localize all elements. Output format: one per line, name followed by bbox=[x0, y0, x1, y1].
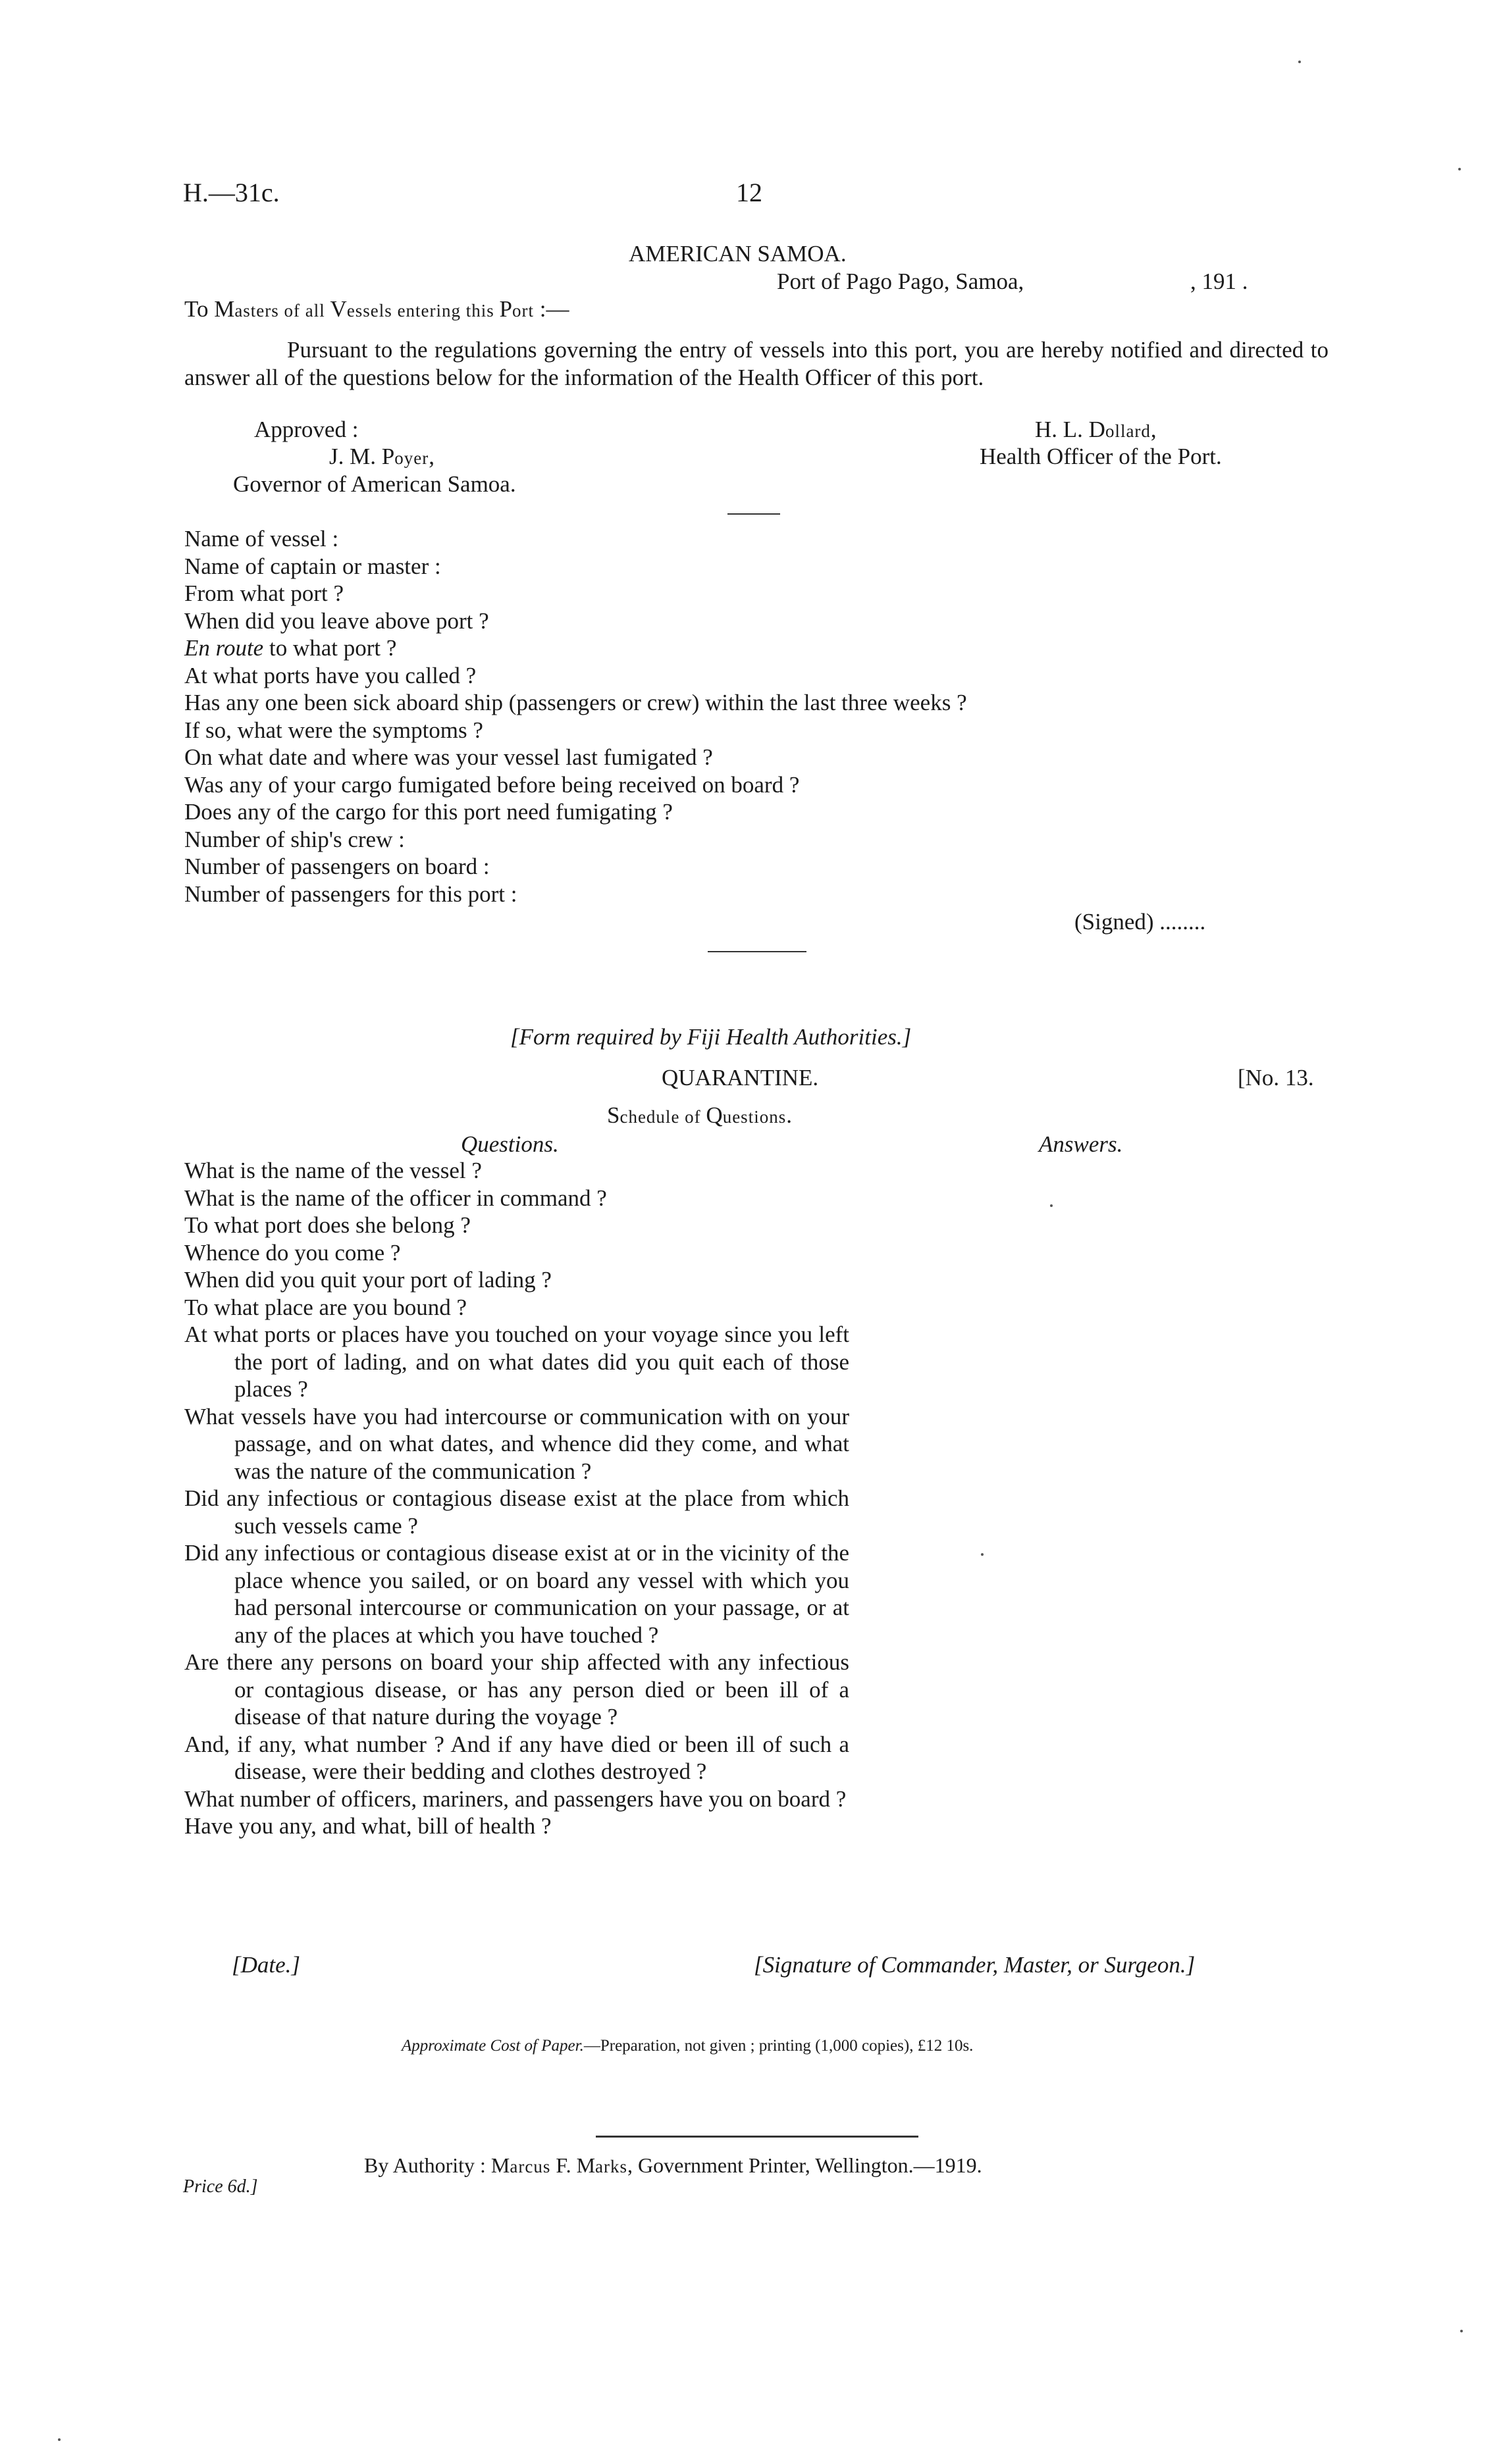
address-cap-v: V bbox=[330, 296, 347, 322]
schedule-chedule: chedule of bbox=[619, 1107, 706, 1127]
document-reference: H.—31c. bbox=[183, 178, 280, 207]
printer-arks: arks bbox=[595, 2157, 627, 2176]
samoa-year: , 191 . bbox=[1190, 269, 1248, 294]
list-item: What number of officers, mariners, and passengers have you on board ? bbox=[184, 1785, 847, 1812]
list-item: On what date and where was your vessel last fumigated ? bbox=[184, 744, 713, 770]
list-item: From what port ? bbox=[184, 580, 344, 606]
fiji-question-list bbox=[184, 1157, 849, 1840]
list-item: At what ports or places have you touched on your voyage since you left the port of lading, and on what dates did you quit each of those places ? bbox=[184, 1322, 849, 1402]
scan-speck bbox=[1460, 2330, 1463, 2332]
list-item: Name of vessel : bbox=[184, 526, 339, 552]
list-item: Number of passengers on board : bbox=[184, 854, 490, 879]
list-item: Has any one been sick aboard ship (passengers or crew) within the last three weeks ? bbox=[184, 690, 967, 715]
list-item: Name of captain or master : bbox=[184, 553, 441, 579]
samoa-port-line: Port of Pago Pago, Samoa, bbox=[777, 269, 1024, 294]
samoa-question-list bbox=[184, 525, 967, 908]
officer-title: Health Officer of the Port. bbox=[980, 444, 1222, 469]
authority-prefix: By Authority : bbox=[364, 2153, 491, 2177]
address-o: o bbox=[196, 296, 209, 322]
list-item: Number of passengers for this port : bbox=[184, 881, 517, 907]
officer-name bbox=[1035, 416, 1157, 446]
schedule-cap-q: Q bbox=[706, 1102, 723, 1128]
list-item: What is the name of the officer in command ? bbox=[184, 1185, 607, 1211]
list-item: What vessels have you had intercourse or communication with on your passage, and on what dates, and whence did they come, and what was the nature of the communication ? bbox=[184, 1403, 849, 1484]
officer-surname: ollard bbox=[1105, 421, 1151, 441]
list-item: Number of ship's crew : bbox=[184, 826, 405, 852]
address-essels: essels bbox=[346, 301, 392, 321]
list-item: Are there any persons on board your ship affected with any infectious or contagious disease, or has any person died or been ill of a disease of that nature during the voyage ? bbox=[184, 1649, 849, 1730]
questions-column-header: Questions. bbox=[461, 1131, 559, 1157]
quarantine-heading: QUARANTINE. bbox=[662, 1065, 819, 1091]
footer-rule bbox=[596, 2136, 918, 2138]
authority-line bbox=[364, 2152, 982, 2181]
list-item: When did you leave above port ? bbox=[184, 607, 489, 634]
printer-rest: , Government Printer, Wellington.—1919. bbox=[627, 2153, 982, 2177]
list-item: At what ports have you called ? bbox=[184, 662, 477, 688]
list-item: If so, what were the symptoms ? bbox=[184, 717, 483, 743]
printer-cap-m2: M bbox=[576, 2153, 596, 2177]
approved-label: Approved : bbox=[254, 417, 359, 442]
scan-speck bbox=[1050, 1204, 1053, 1207]
list-item: Whence do you come ? bbox=[184, 1239, 401, 1266]
schedule-cap-s: S bbox=[607, 1102, 620, 1128]
officer-initials: H. L. D bbox=[1035, 417, 1105, 442]
section-divider bbox=[708, 951, 806, 952]
printer-arcus: arcus bbox=[510, 2157, 551, 2176]
approver-comma: , bbox=[429, 444, 434, 469]
address-cap-t: T bbox=[184, 296, 197, 322]
list-item: When did you quit your port of lading ? bbox=[184, 1267, 552, 1293]
signed-line: (Signed) ........ bbox=[1074, 909, 1206, 935]
price-label: Price 6d.] bbox=[183, 2176, 258, 2197]
en-route-rest: to what port ? bbox=[263, 635, 397, 661]
approver-surname: oyer bbox=[394, 448, 429, 468]
schedule-end: . bbox=[786, 1102, 792, 1128]
list-item: What is the name of the vessel ? bbox=[184, 1158, 482, 1183]
date-label: [Date.] bbox=[232, 1952, 301, 1978]
approver-name bbox=[329, 443, 434, 473]
list-item: To what port does she belong ? bbox=[184, 1212, 471, 1238]
address-of-all: of all bbox=[278, 301, 330, 321]
fiji-form-note: [Form required by Fiji Health Authorities.] bbox=[510, 1024, 912, 1050]
scan-speck bbox=[58, 2438, 61, 2441]
list-item: Was any of your cargo fumigated before being received on board ? bbox=[184, 771, 800, 798]
signature-label: [Signature of Commander, Master, or Surgeon.] bbox=[754, 1952, 1196, 1978]
list-item: And, if any, what number ? And if any have died or been ill of such a disease, were their bedding and clothes destroyed ? bbox=[184, 1731, 849, 1784]
list-item: Have you any, and what, bill of health ? bbox=[184, 1813, 552, 1839]
list-item: To what place are you bound ? bbox=[184, 1294, 467, 1320]
schedule-uestions: uestions bbox=[722, 1107, 787, 1127]
address-cap-m: M bbox=[214, 296, 235, 322]
approver-initials: J. M. P bbox=[329, 444, 395, 469]
divider-rule bbox=[727, 513, 780, 515]
officer-comma: , bbox=[1150, 417, 1157, 442]
printer-cap-m1: M bbox=[490, 2153, 510, 2177]
schedule-heading bbox=[607, 1102, 792, 1131]
address-entering: entering this bbox=[392, 301, 500, 321]
address-end: :— bbox=[534, 296, 569, 322]
samoa-intro: Pursuant to the regulations governing the entry of vessels into this port, you are hereby notified and directed to answer all of the questions below for the information of the Health Officer of this port. bbox=[184, 337, 1329, 390]
cost-line bbox=[402, 2037, 973, 2055]
address-cap-p: P bbox=[499, 296, 513, 322]
cost-label: Approximate Cost of Paper. bbox=[402, 2037, 584, 2055]
address-ort: ort bbox=[512, 301, 535, 321]
approver-title: Governor of American Samoa. bbox=[233, 471, 516, 497]
scan-speck bbox=[1298, 61, 1301, 63]
answers-column-header: Answers. bbox=[1039, 1131, 1123, 1157]
printer-initial: F. bbox=[550, 2153, 577, 2177]
scan-speck bbox=[981, 1553, 984, 1556]
scan-speck bbox=[1458, 168, 1461, 170]
address-masters: asters bbox=[234, 301, 279, 321]
list-item: Does any of the cargo for this port need fumigating ? bbox=[184, 799, 673, 825]
samoa-address-line bbox=[184, 295, 569, 325]
list-item: Did any infectious or contagious disease exist at the place from which such vessels came ? bbox=[184, 1485, 849, 1539]
page-number: 12 bbox=[736, 178, 762, 207]
list-item: Did any infectious or contagious disease exist at or in the vicinity of the place whence you sailed, or on board any vessel with which you had personal intercourse or communication on your passage, or at any of the places at which you have touched ? bbox=[184, 1540, 849, 1648]
form-number: [No. 13. bbox=[1238, 1065, 1314, 1091]
list-item bbox=[184, 634, 967, 662]
en-route-italic: En route bbox=[184, 635, 264, 661]
cost-text: —Preparation, not given ; printing (1,000 copies), £12 10s. bbox=[583, 2037, 974, 2055]
samoa-heading: AMERICAN SAMOA. bbox=[629, 241, 847, 267]
